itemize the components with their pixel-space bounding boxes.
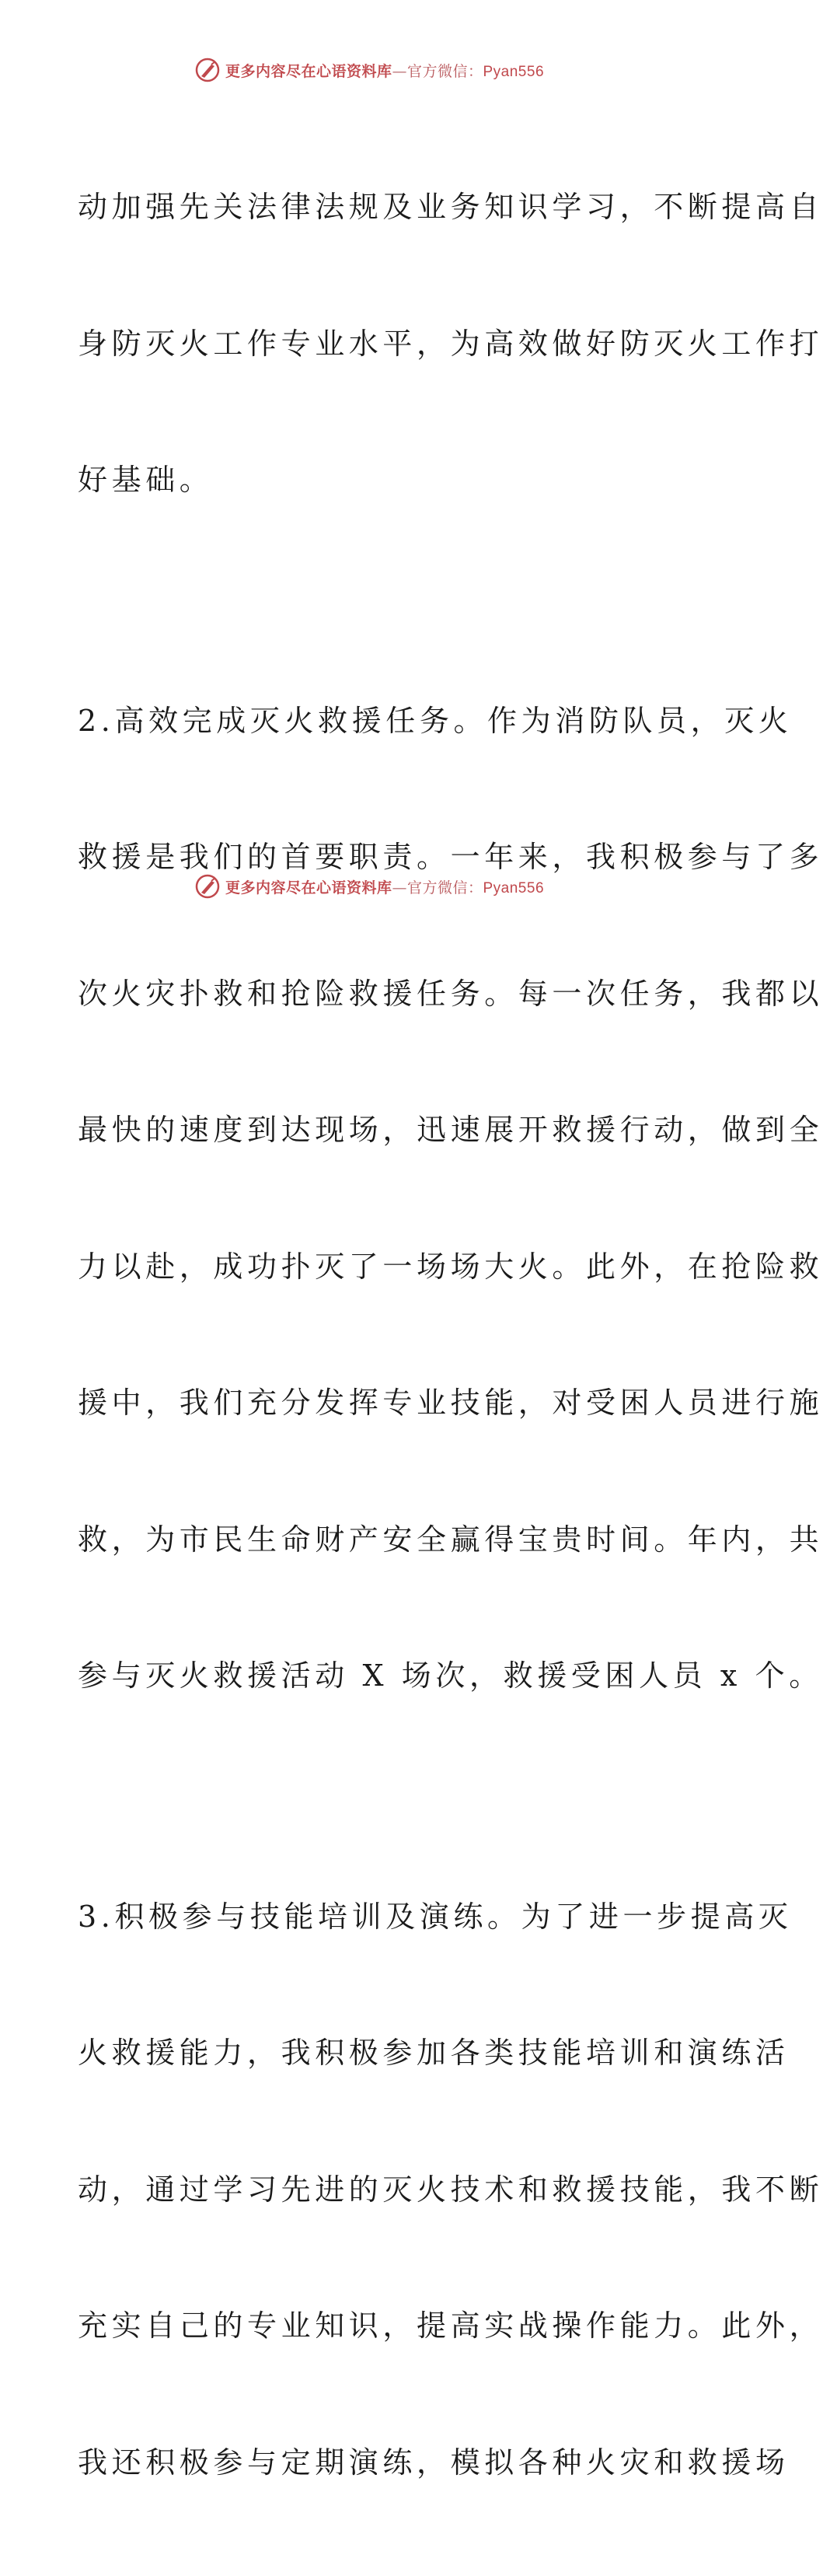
watermark-main-text: 更多内容尽在心语资料库 [225, 63, 392, 80]
watermark-separator: — [392, 879, 407, 897]
text-line: 动，通过学习先进的灭火技术和救援技能，我不断 [78, 2167, 657, 2213]
text-line: 身防灭火工作专业水平，为高效做好防灭火工作打 [78, 321, 657, 367]
watermark-suffix-text: 官方微信： [407, 63, 483, 80]
text-line: 3.积极参与技能培训及演练。为了进一步提高灭 [78, 1894, 657, 1940]
text-line: 我还积极参与定期演练，模拟各种火灾和救援场 [78, 2440, 657, 2486]
watermark-separator: — [392, 63, 407, 80]
watermark-wechat-id: Pyan556 [483, 880, 545, 897]
footer-watermark [0, 871, 738, 902]
watermark-wechat-id: Pyan556 [483, 64, 545, 80]
text-line: 2.高效完成灭火救援任务。作为消防队员，灭火 [78, 698, 657, 744]
text-line: 力以赴，成功扑灭了一场场大火。此外，在抢险救 [78, 1244, 657, 1290]
header-watermark [0, 54, 738, 86]
paragraph-continuation [78, 93, 657, 594]
paragraph-item-2 [78, 607, 657, 1790]
quill-pen-logo-icon [194, 873, 221, 900]
text-line: 救，为市民生命财产安全赢得宝贵时间。年内，共 [78, 1517, 657, 1563]
text-line: 火救援能力，我积极参加各类技能培训和演练活 [78, 2030, 657, 2076]
text-line: 好基础。 [78, 457, 657, 503]
text-line: 救援是我们的首要职责。一年来，我积极参与了多 [78, 834, 657, 880]
text-line: 参与灭火救援活动 X 场次，救援受困人员 x 个。 [78, 1653, 657, 1699]
text-line: 援中，我们充分发挥专业技能，对受困人员进行施 [78, 1380, 657, 1426]
watermark-text [225, 60, 544, 81]
watermark-suffix-text: 官方微信： [407, 879, 483, 897]
text-line: 动加强先关法律法规及业务知识学习，不断提高自 [78, 184, 657, 230]
text-line: 充实自己的专业知识，提高实战操作能力。此外， [78, 2303, 657, 2349]
text-line: 次火灾扑救和抢险救援任务。每一次任务，我都以 [78, 971, 657, 1017]
text-line: 最快的速度到达现场，迅速展开救援行动，做到全 [78, 1107, 657, 1153]
watermark-main-text: 更多内容尽在心语资料库 [225, 879, 392, 897]
watermark-text [225, 876, 544, 897]
quill-pen-logo-icon [194, 57, 221, 83]
document-body [78, 93, 657, 2576]
paragraph-item-3 [78, 1803, 657, 2576]
